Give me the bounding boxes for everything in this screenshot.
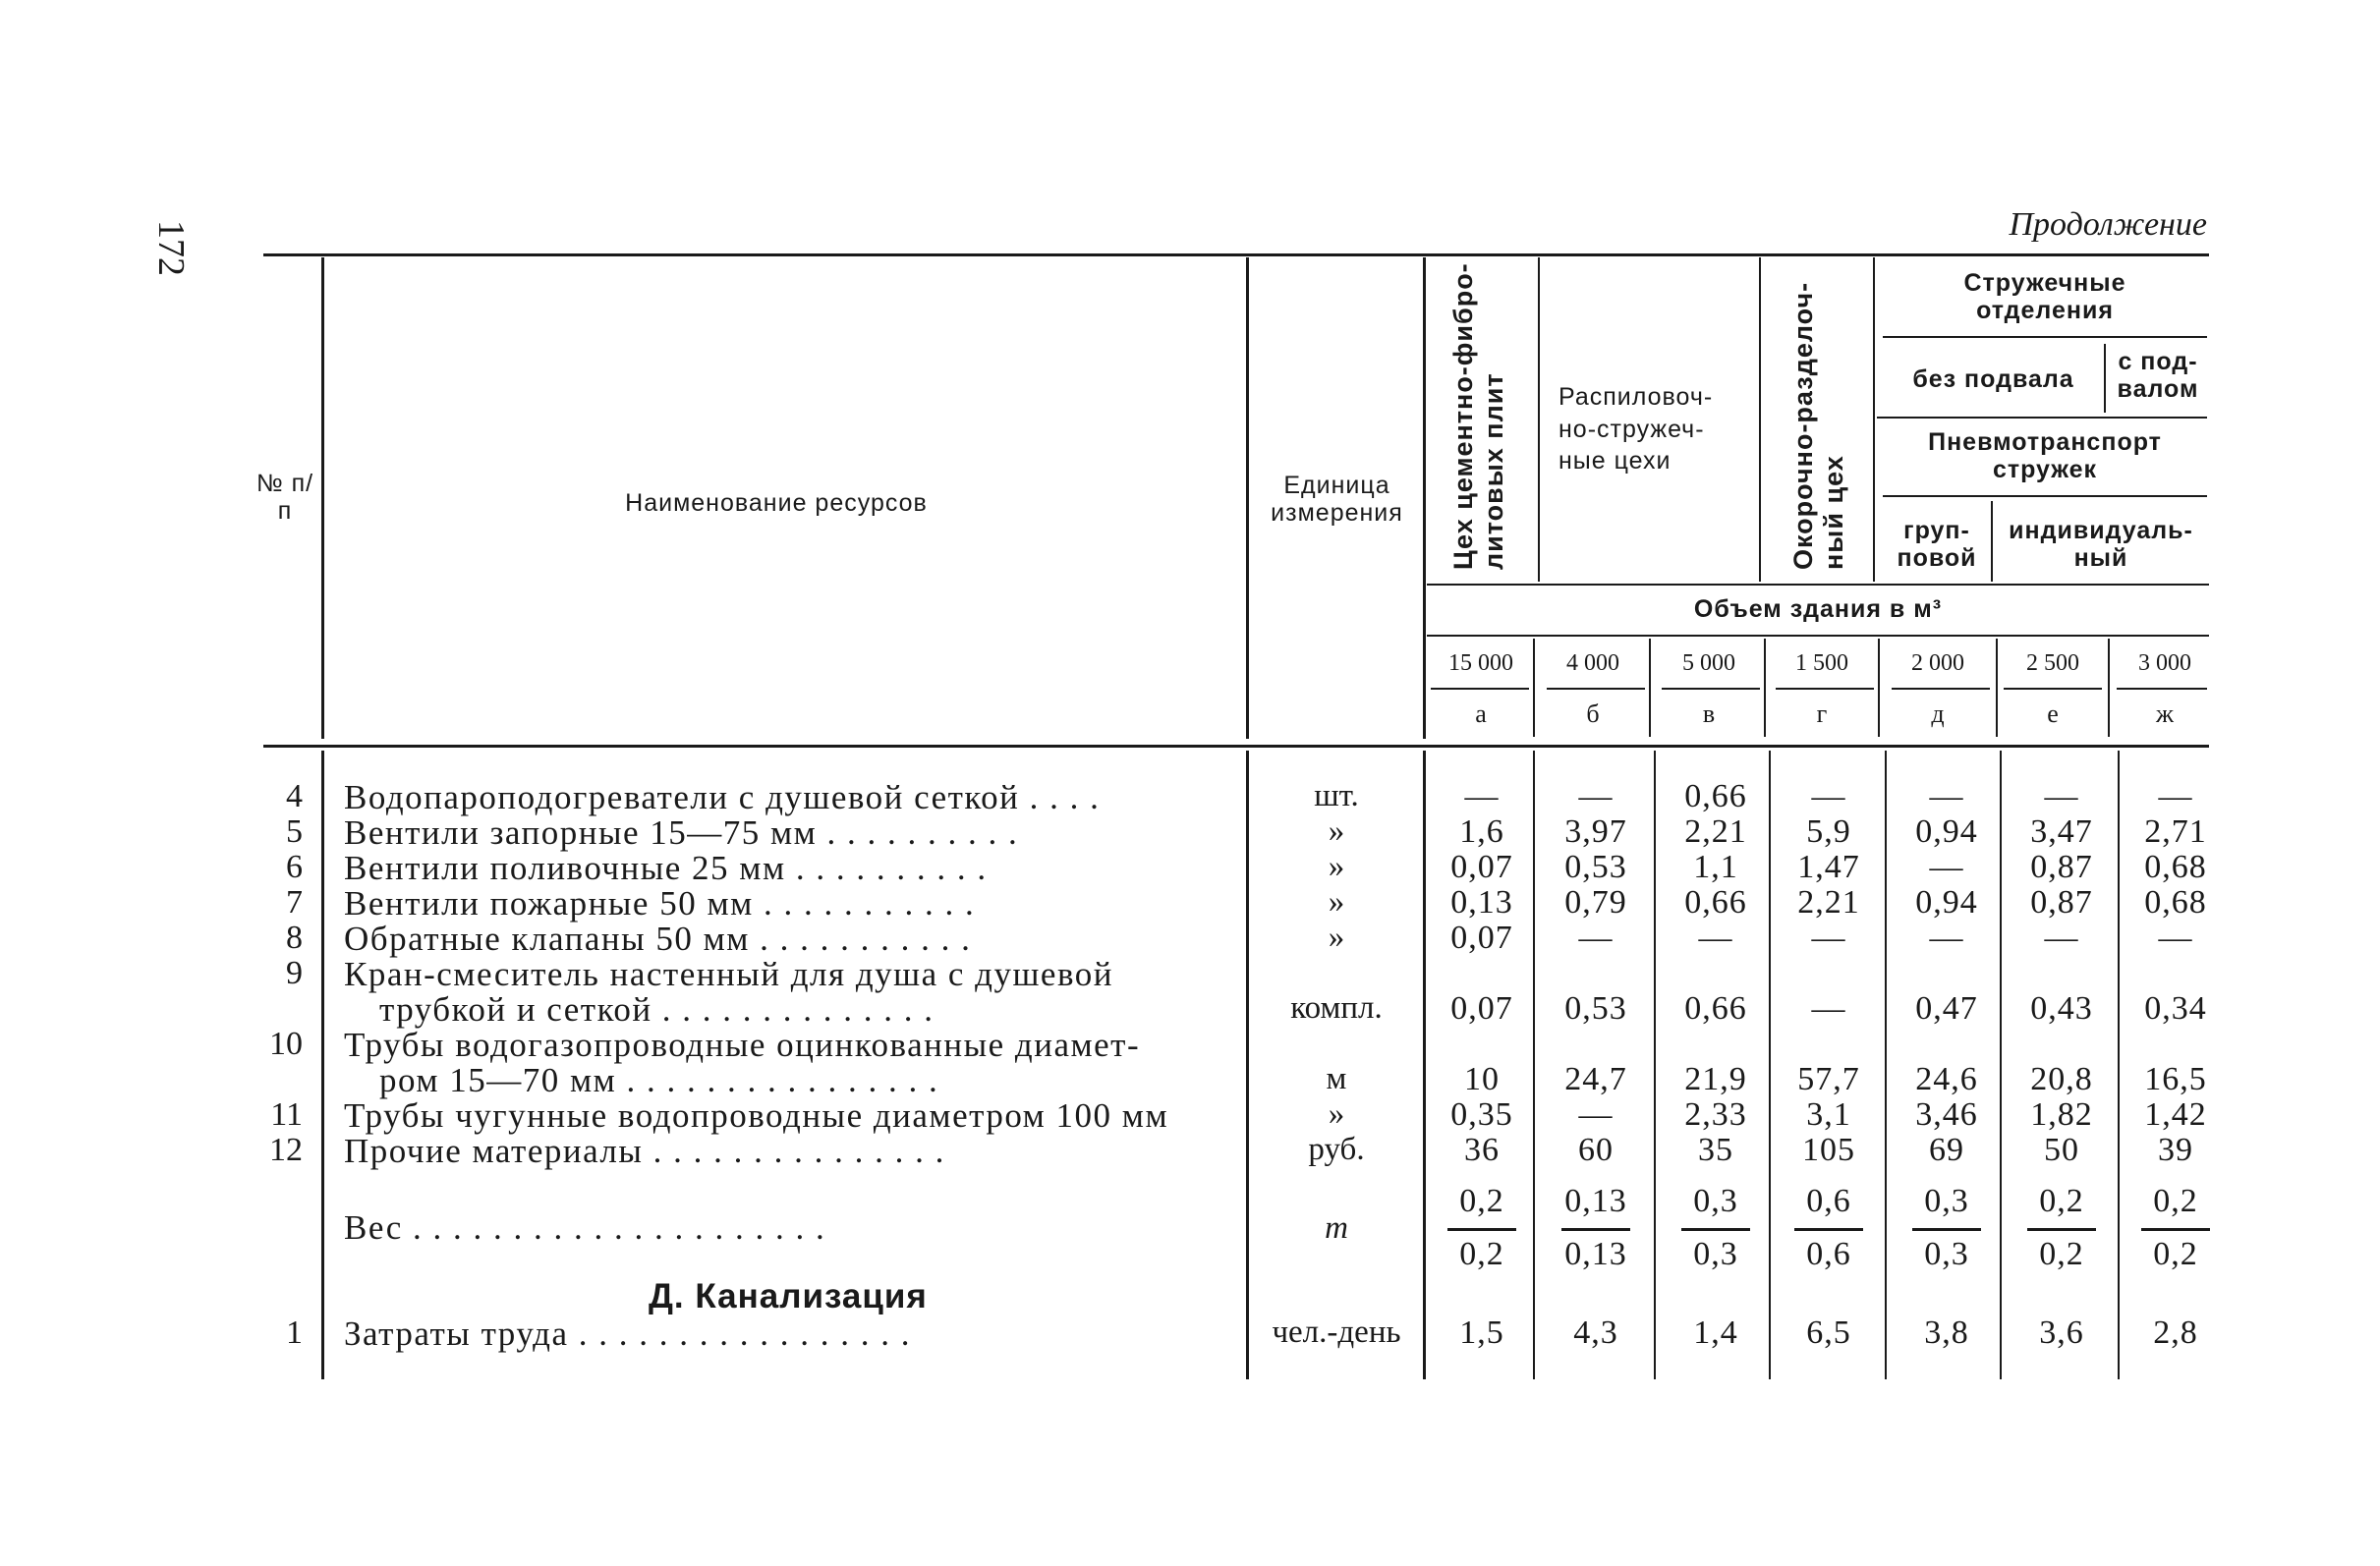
weight-top-value: 0,6 (1806, 1183, 1851, 1219)
weight-name: Вес . . . . . . . . . . . . . . . . . . . . . (344, 1208, 826, 1247)
row-value: 1,1 (1693, 849, 1738, 885)
row-num: 5 (286, 813, 303, 850)
row-value: — (1578, 920, 1614, 956)
fraction-bar (2027, 1228, 2096, 1231)
weight-top-value: 0,3 (1924, 1183, 1969, 1219)
weight-bottom-value: 0,2 (2039, 1236, 2084, 1272)
row-value: 57,7 (1797, 1061, 1860, 1097)
row-value: — (1464, 778, 1500, 814)
page-number: 172 (150, 220, 192, 276)
row-unit: м (1326, 1061, 1347, 1096)
row-value: 0,53 (1564, 849, 1627, 885)
row-value: — (1578, 778, 1614, 814)
row-value: 0,07 (1450, 990, 1513, 1027)
weight-bottom-value: 0,3 (1693, 1236, 1738, 1272)
row-value: 50 (2044, 1132, 2079, 1168)
row-value: 24,6 (1915, 1061, 1978, 1097)
row-unit: руб. (1308, 1132, 1365, 1167)
fraction-bar (1681, 1228, 1750, 1231)
volume-g: 3 000 (2138, 650, 2191, 676)
row-name: Вентили пожарные 50 мм . . . . . . . . . . . (344, 884, 976, 923)
row-value: 0,35 (1450, 1096, 1513, 1133)
header-unit-col: Единица измерения (1271, 472, 1403, 527)
row-name: Обратные клапаны 50 мм . . . . . . . . . . . (344, 920, 972, 958)
row-value: 2,21 (1797, 884, 1860, 921)
letter-e: д (1931, 699, 1945, 728)
row-value: 0,66 (1684, 990, 1747, 1027)
weight-bottom-value: 0,2 (1459, 1236, 1504, 1272)
row-num: 10 (269, 1026, 303, 1062)
header-num-col: № п/п (255, 470, 314, 525)
row-name: Прочие материалы . . . . . . . . . . . . . . . (344, 1132, 945, 1170)
section-title: Д. Канализация (649, 1277, 928, 1315)
row-unit: » (1328, 920, 1345, 955)
volume-b: 4 000 (1566, 650, 1619, 676)
row-value: 39 (2158, 1132, 2193, 1168)
row-value: 0,66 (1684, 778, 1747, 814)
header-volume-label: Объем здания в м³ (1693, 595, 1943, 623)
header-col-debarking: Окорочно-разделоч- ный цех (1788, 281, 1849, 570)
weight-top-value: 0,2 (1459, 1183, 1504, 1219)
fraction-bar (1794, 1228, 1863, 1231)
row-value: 24,7 (1564, 1061, 1627, 1097)
volume-a: 15 000 (1448, 650, 1513, 676)
row-value: — (2044, 920, 2079, 956)
row-value: — (1811, 920, 1846, 956)
weight-bottom-value: 0,2 (2153, 1236, 2198, 1272)
row-value: 6,5 (1806, 1314, 1851, 1351)
row-value: — (1811, 990, 1846, 1027)
weight-top-value: 0,3 (1693, 1183, 1738, 1219)
row-value: — (2158, 778, 2193, 814)
fraction-bar (2141, 1228, 2210, 1231)
row-name: Водопароподогреватели с душевой сеткой . . . . (344, 778, 1101, 816)
row-value: 2,8 (2153, 1314, 2198, 1351)
row-num: 7 (286, 884, 303, 921)
row-value: — (2044, 778, 2079, 814)
letter-c: в (1702, 699, 1716, 728)
row-num: 11 (270, 1096, 303, 1133)
weight-top-value: 0,2 (2039, 1183, 2084, 1219)
row-num: 6 (286, 849, 303, 885)
row-num: 4 (286, 778, 303, 814)
row-value: 2,71 (2144, 813, 2207, 850)
row-value: 0,13 (1450, 884, 1513, 921)
row-value: 1,42 (2144, 1096, 2207, 1133)
header-pneumo: Пневмотранспорт стружек (1928, 428, 2162, 483)
row-value: 4,3 (1573, 1314, 1618, 1351)
row-value: 16,5 (2144, 1061, 2207, 1097)
volume-d: 1 500 (1795, 650, 1848, 676)
row-value: 36 (1464, 1132, 1500, 1168)
row-unit: » (1328, 813, 1345, 849)
row-value: 3,1 (1806, 1096, 1851, 1133)
row-name-line1: Кран-смеситель настенный для душа с душевой (344, 955, 1113, 993)
letter-f: е (2047, 699, 2059, 728)
fraction-bar (1447, 1228, 1516, 1231)
row-value: — (1929, 849, 1964, 885)
row-value: 3,97 (1564, 813, 1627, 850)
row-value: 3,47 (2030, 813, 2093, 850)
letter-a: а (1475, 699, 1487, 728)
header-group: груп- повой (1897, 517, 1977, 572)
fraction-bar (1912, 1228, 1981, 1231)
row-value: 0,47 (1915, 990, 1978, 1027)
letter-g: ж (2156, 699, 2174, 728)
row-name: Вентили запорные 15—75 мм . . . . . . . . . . (344, 813, 1019, 852)
row-name: Затраты труда . . . . . . . . . . . . . . . . . (344, 1314, 911, 1353)
row-value: 0,87 (2030, 884, 2093, 921)
row-unit: » (1328, 884, 1345, 920)
row-value: 105 (1802, 1132, 1855, 1168)
row-name-line1: Трубы водогазопроводные оцинкованные диамет- (344, 1026, 1141, 1064)
row-value: 35 (1698, 1132, 1733, 1168)
row-num: 9 (286, 955, 303, 991)
weight-top-value: 0,2 (2153, 1183, 2198, 1219)
row-value: — (1698, 920, 1733, 956)
row-value: 0,79 (1564, 884, 1627, 921)
row-value: 0,53 (1564, 990, 1627, 1027)
row-unit: компл. (1290, 990, 1383, 1026)
weight-bottom-value: 0,3 (1924, 1236, 1969, 1272)
row-value: 5,9 (1806, 813, 1851, 850)
row-value: 2,21 (1684, 813, 1747, 850)
header-name-col: Наименование ресурсов (625, 489, 928, 517)
row-value: 20,8 (2030, 1061, 2093, 1097)
row-name-line2: ром 15—70 мм . . . . . . . . . . . . . . . . (379, 1061, 939, 1099)
row-name-line2: трубкой и сеткой . . . . . . . . . . . . . . (379, 990, 935, 1029)
row-value: — (1578, 1096, 1614, 1133)
row-value: 0,66 (1684, 884, 1747, 921)
row-value: 0,34 (2144, 990, 2207, 1027)
weight-unit: т (1325, 1210, 1348, 1246)
row-num: 1 (286, 1314, 303, 1351)
fraction-bar (1561, 1228, 1630, 1231)
row-num: 8 (286, 920, 303, 956)
header-chip-departments: Стружечные отделения (1963, 269, 2126, 324)
row-value: 69 (1929, 1132, 1964, 1168)
row-value: 0,07 (1450, 920, 1513, 956)
letter-b: б (1586, 699, 1600, 728)
row-value: 0,68 (2144, 884, 2207, 921)
row-value: 1,82 (2030, 1096, 2093, 1133)
row-value: — (1811, 778, 1846, 814)
row-value: 1,6 (1459, 813, 1504, 850)
row-value: 0,07 (1450, 849, 1513, 885)
row-value: 3,8 (1924, 1314, 1969, 1351)
row-name: Трубы чугунные водопроводные диаметром 100 мм (344, 1096, 1169, 1135)
row-value: 3,46 (1915, 1096, 1978, 1133)
volume-e: 2 000 (1911, 650, 1964, 676)
row-value: 0,68 (2144, 849, 2207, 885)
weight-top-value: 0,13 (1564, 1183, 1627, 1219)
row-value: — (2158, 920, 2193, 956)
row-num: 12 (269, 1132, 303, 1168)
row-value: — (1929, 920, 1964, 956)
row-value: 21,9 (1684, 1061, 1747, 1097)
row-value: 0,87 (2030, 849, 2093, 885)
row-value: — (1929, 778, 1964, 814)
header-with-basement: с под- валом (2117, 348, 2199, 403)
row-unit: чел.-день (1272, 1314, 1401, 1350)
header-individual: индивидуаль- ный (2009, 517, 2193, 572)
letter-d: г (1816, 699, 1828, 728)
row-value: 1,47 (1797, 849, 1860, 885)
row-value: 2,33 (1684, 1096, 1747, 1133)
row-value: 0,94 (1915, 813, 1978, 850)
row-value: 1,5 (1459, 1314, 1504, 1351)
continued-label: Продолжение (2009, 206, 2207, 243)
row-unit: шт. (1314, 778, 1359, 813)
row-value: 0,43 (2030, 990, 2093, 1027)
row-value: 60 (1578, 1132, 1614, 1168)
row-unit: » (1328, 849, 1345, 884)
header-no-basement: без подвала (1912, 365, 2074, 393)
weight-bottom-value: 0,6 (1806, 1236, 1851, 1272)
row-unit: » (1328, 1096, 1345, 1132)
volume-f: 2 500 (2026, 650, 2079, 676)
row-name: Вентили поливочные 25 мм . . . . . . . . . . (344, 849, 988, 887)
row-value: 1,4 (1693, 1314, 1738, 1351)
volume-c: 5 000 (1682, 650, 1735, 676)
row-value: 3,6 (2039, 1314, 2084, 1351)
row-value: 0,94 (1915, 884, 1978, 921)
header-col-sawmill: Распиловоч- но-стружеч- ные цехи (1558, 383, 1714, 475)
header-col-cement: Цех цементно-фибро- литовых плит (1448, 262, 1509, 570)
row-value: 10 (1464, 1061, 1500, 1097)
weight-bottom-value: 0,13 (1564, 1236, 1627, 1272)
